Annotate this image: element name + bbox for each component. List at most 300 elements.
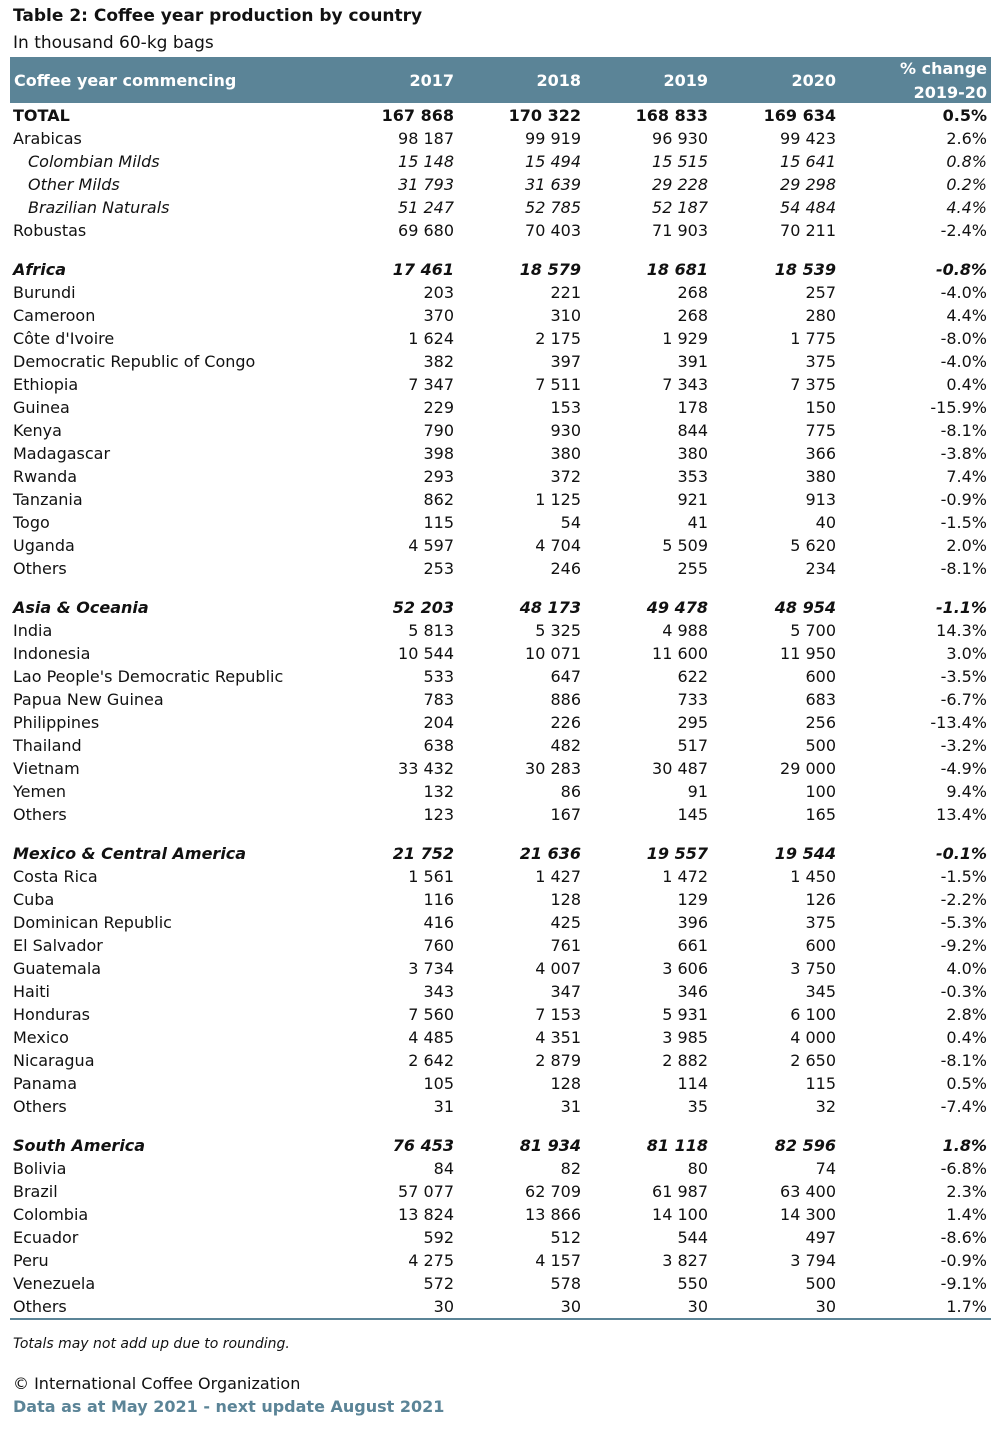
value-cell: 128 — [550, 1074, 581, 1093]
value-cell: 167 868 — [381, 106, 454, 125]
table-row — [10, 757, 991, 780]
header-year-2020: 2020 — [791, 71, 836, 90]
table-row — [10, 642, 991, 665]
value-cell: 153 — [550, 398, 581, 417]
row-label: South America — [13, 1136, 146, 1155]
value-cell: 347 — [550, 982, 581, 1001]
value-cell: 622 — [677, 667, 708, 686]
row-label: Mexico — [13, 1028, 69, 1047]
value-cell: 165 — [805, 805, 836, 824]
update-info: Data as at May 2021 - next update August 2021 — [13, 1397, 445, 1416]
table-row — [10, 350, 991, 373]
value-cell: 600 — [805, 667, 836, 686]
table-row — [10, 1095, 991, 1118]
value-cell: 396 — [677, 913, 708, 932]
row-label: Togo — [13, 513, 50, 532]
table-row — [10, 1157, 991, 1180]
table-header — [10, 57, 991, 103]
value-cell: 11 600 — [652, 644, 708, 663]
value-cell: 14 300 — [780, 1205, 836, 1224]
value-cell: 4 485 — [408, 1028, 454, 1047]
value-cell: 2 175 — [535, 329, 581, 348]
value-cell: 382 — [423, 352, 454, 371]
value-cell: 5 931 — [662, 1005, 708, 1024]
table-row — [10, 803, 991, 826]
value-cell: 18 539 — [774, 260, 836, 279]
row-label: Ecuador — [13, 1228, 79, 1247]
value-cell: 862 — [423, 490, 454, 509]
value-cell: 4 275 — [408, 1251, 454, 1270]
value-cell: 844 — [677, 421, 708, 440]
value-cell: 29 298 — [780, 175, 836, 194]
value-cell: 7 375 — [790, 375, 836, 394]
table-row — [10, 619, 991, 642]
value-cell: 32 — [815, 1097, 836, 1116]
value-cell: 310 — [550, 306, 581, 325]
value-cell: 5 325 — [535, 621, 581, 640]
pct-change-cell: -0.9% — [940, 490, 987, 509]
value-cell: 21 752 — [392, 844, 454, 863]
value-cell: 51 247 — [398, 198, 454, 217]
value-cell: 5 620 — [790, 536, 836, 555]
value-cell: 13 866 — [525, 1205, 581, 1224]
row-label: Others — [13, 805, 67, 824]
value-cell: 5 700 — [790, 621, 836, 640]
value-cell: 15 148 — [398, 152, 454, 171]
value-cell: 61 987 — [652, 1182, 708, 1201]
pct-change-cell: -15.9% — [930, 398, 987, 417]
table-row — [10, 888, 991, 911]
value-cell: 913 — [805, 490, 836, 509]
value-cell: 391 — [677, 352, 708, 371]
row-label: Rwanda — [13, 467, 78, 486]
value-cell: 2 650 — [790, 1051, 836, 1070]
pct-change-cell: 4.4% — [946, 306, 987, 325]
value-cell: 105 — [423, 1074, 454, 1093]
pct-change-cell: 3.0% — [946, 644, 987, 663]
copyright-text: © International Coffee Organization — [13, 1374, 301, 1393]
value-cell: 638 — [423, 736, 454, 755]
value-cell: 30 487 — [652, 759, 708, 778]
table-row — [10, 980, 991, 1003]
table-row — [10, 1203, 991, 1226]
pct-change-cell: -8.1% — [940, 559, 987, 578]
value-cell: 178 — [677, 398, 708, 417]
value-cell: 4 157 — [535, 1251, 581, 1270]
value-cell: 5 509 — [662, 536, 708, 555]
pct-change-cell: -9.2% — [940, 936, 987, 955]
table-row — [10, 957, 991, 980]
row-label: Panama — [13, 1074, 78, 1093]
value-cell: 500 — [805, 736, 836, 755]
value-cell: 115 — [805, 1074, 836, 1093]
value-cell: 1 929 — [662, 329, 708, 348]
pct-change-cell: -4.0% — [940, 283, 987, 302]
value-cell: 234 — [805, 559, 836, 578]
row-label: Guatemala — [13, 959, 102, 978]
pct-change-cell: -8.6% — [940, 1228, 987, 1247]
row-label: Brazil — [13, 1182, 58, 1201]
value-cell: 126 — [805, 890, 836, 909]
value-cell: 169 634 — [763, 106, 836, 125]
table-row — [10, 1026, 991, 1049]
table-row — [10, 911, 991, 934]
table-row — [10, 1072, 991, 1095]
value-cell: 145 — [677, 805, 708, 824]
value-cell: 19 557 — [646, 844, 708, 863]
pct-change-cell: 0.4% — [946, 375, 987, 394]
row-label: Uganda — [13, 536, 75, 555]
pct-change-cell: -1.1% — [935, 598, 987, 617]
row-label: Philippines — [13, 713, 100, 732]
value-cell: 30 — [815, 1297, 836, 1316]
value-cell: 500 — [805, 1274, 836, 1293]
value-cell: 4 000 — [790, 1028, 836, 1047]
value-cell: 54 484 — [780, 198, 836, 217]
row-label: Nicaragua — [13, 1051, 95, 1070]
pct-change-cell: 2.6% — [946, 129, 987, 148]
value-cell: 170 322 — [508, 106, 581, 125]
value-cell: 425 — [550, 913, 581, 932]
region-row — [10, 596, 991, 619]
table-row — [10, 327, 991, 350]
row-label: Democratic Republic of Congo — [13, 352, 256, 371]
table-bottom-rule — [10, 1318, 991, 1320]
value-cell: 21 636 — [519, 844, 581, 863]
table-row — [10, 1180, 991, 1203]
table-row — [10, 150, 991, 173]
row-label: Guinea — [13, 398, 70, 417]
table-row — [10, 1003, 991, 1026]
value-cell: 35 — [687, 1097, 708, 1116]
value-cell: 30 — [560, 1297, 581, 1316]
value-cell: 683 — [805, 690, 836, 709]
value-cell: 4 704 — [535, 536, 581, 555]
pct-change-cell: 2.8% — [946, 1005, 987, 1024]
table-row — [10, 688, 991, 711]
value-cell: 52 203 — [392, 598, 454, 617]
value-cell: 74 — [815, 1159, 836, 1178]
table-body — [10, 104, 991, 1318]
value-cell: 129 — [677, 890, 708, 909]
row-label: Costa Rica — [13, 867, 98, 886]
pct-change-cell: 4.0% — [946, 959, 987, 978]
table-row — [10, 173, 991, 196]
pct-change-cell: -2.4% — [940, 221, 987, 240]
row-label: Robustas — [13, 221, 87, 240]
row-label: Other Milds — [28, 175, 120, 194]
row-label: Peru — [13, 1251, 49, 1270]
value-cell: 15 494 — [525, 152, 581, 171]
value-cell: 416 — [423, 913, 454, 932]
pct-change-cell: -8.0% — [940, 329, 987, 348]
header-year-2017: 2017 — [409, 71, 454, 90]
pct-change-cell: -4.0% — [940, 352, 987, 371]
value-cell: 775 — [805, 421, 836, 440]
value-cell: 29 228 — [652, 175, 708, 194]
value-cell: 31 639 — [525, 175, 581, 194]
row-label: Arabicas — [13, 129, 82, 148]
value-cell: 204 — [423, 713, 454, 732]
value-cell: 76 453 — [392, 1136, 454, 1155]
value-cell: 353 — [677, 467, 708, 486]
value-cell: 7 343 — [662, 375, 708, 394]
value-cell: 229 — [423, 398, 454, 417]
row-label: El Salvador — [13, 936, 103, 955]
value-cell: 91 — [687, 782, 708, 801]
value-cell: 132 — [423, 782, 454, 801]
value-cell: 100 — [805, 782, 836, 801]
pct-change-cell: -9.1% — [940, 1274, 987, 1293]
row-label: Mexico & Central America — [13, 844, 247, 863]
value-cell: 4 351 — [535, 1028, 581, 1047]
value-cell: 30 — [433, 1297, 454, 1316]
value-cell: 550 — [677, 1274, 708, 1293]
table-row — [10, 1226, 991, 1249]
header-year-2018: 2018 — [536, 71, 581, 90]
value-cell: 246 — [550, 559, 581, 578]
value-cell: 7 560 — [408, 1005, 454, 1024]
value-cell: 13 824 — [398, 1205, 454, 1224]
row-label: Côte d'Ivoire — [13, 329, 115, 348]
value-cell: 4 007 — [535, 959, 581, 978]
value-cell: 96 930 — [652, 129, 708, 148]
header-pct-period: 2019-20 — [913, 83, 987, 102]
value-cell: 31 — [433, 1097, 454, 1116]
table-row — [10, 711, 991, 734]
row-label: Yemen — [13, 782, 67, 801]
value-cell: 15 515 — [652, 152, 708, 171]
table-row — [10, 304, 991, 327]
value-cell: 30 — [687, 1297, 708, 1316]
value-cell: 293 — [423, 467, 454, 486]
value-cell: 783 — [423, 690, 454, 709]
value-cell: 397 — [550, 352, 581, 371]
value-cell: 123 — [423, 805, 454, 824]
value-cell: 572 — [423, 1274, 454, 1293]
value-cell: 63 400 — [780, 1182, 836, 1201]
value-cell: 592 — [423, 1228, 454, 1247]
value-cell: 18 681 — [646, 260, 708, 279]
value-cell: 5 813 — [408, 621, 454, 640]
row-label: Africa — [13, 260, 66, 279]
value-cell: 1 125 — [535, 490, 581, 509]
value-cell: 497 — [805, 1228, 836, 1247]
value-cell: 517 — [677, 736, 708, 755]
pct-change-cell: 7.4% — [946, 467, 987, 486]
value-cell: 41 — [687, 513, 708, 532]
value-cell: 661 — [677, 936, 708, 955]
row-label: Lao People's Democratic Republic — [13, 667, 284, 686]
value-cell: 69 680 — [398, 221, 454, 240]
value-cell: 482 — [550, 736, 581, 755]
value-cell: 31 793 — [398, 175, 454, 194]
value-cell: 268 — [677, 283, 708, 302]
value-cell: 1 775 — [790, 329, 836, 348]
value-cell: 70 211 — [780, 221, 836, 240]
value-cell: 62 709 — [525, 1182, 581, 1201]
value-cell: 268 — [677, 306, 708, 325]
value-cell: 257 — [805, 283, 836, 302]
pct-change-cell: -4.9% — [940, 759, 987, 778]
value-cell: 116 — [423, 890, 454, 909]
value-cell: 366 — [805, 444, 836, 463]
value-cell: 99 423 — [780, 129, 836, 148]
row-label: Vietnam — [13, 759, 80, 778]
value-cell: 19 544 — [774, 844, 836, 863]
value-cell: 921 — [677, 490, 708, 509]
row-label: TOTAL — [13, 106, 70, 125]
table-row — [10, 127, 991, 150]
value-cell: 52 785 — [525, 198, 581, 217]
pct-change-cell: 2.3% — [946, 1182, 987, 1201]
value-cell: 544 — [677, 1228, 708, 1247]
value-cell: 18 579 — [519, 260, 581, 279]
value-cell: 2 642 — [408, 1051, 454, 1070]
value-cell: 930 — [550, 421, 581, 440]
value-cell: 168 833 — [635, 106, 708, 125]
value-cell: 115 — [423, 513, 454, 532]
row-label: Asia & Oceania — [13, 598, 149, 617]
row-label: Dominican Republic — [13, 913, 172, 932]
table-subtitle: In thousand 60-kg bags — [13, 33, 214, 53]
value-cell: 48 173 — [519, 598, 581, 617]
value-cell: 226 — [550, 713, 581, 732]
value-cell: 84 — [433, 1159, 454, 1178]
value-cell: 3 750 — [790, 959, 836, 978]
value-cell: 1 450 — [790, 867, 836, 886]
row-label: Kenya — [13, 421, 62, 440]
table-row — [10, 419, 991, 442]
table-row — [10, 865, 991, 888]
pct-change-cell: 9.4% — [946, 782, 987, 801]
value-cell: 380 — [550, 444, 581, 463]
pct-change-cell: -0.8% — [935, 260, 987, 279]
value-cell: 1 472 — [662, 867, 708, 886]
pct-change-cell: 0.5% — [942, 106, 987, 125]
value-cell: 10 544 — [398, 644, 454, 663]
value-cell: 733 — [677, 690, 708, 709]
row-label: Thailand — [13, 736, 82, 755]
table-row — [10, 281, 991, 304]
value-cell: 99 919 — [525, 129, 581, 148]
pct-change-cell: 1.8% — [942, 1136, 987, 1155]
value-cell: 372 — [550, 467, 581, 486]
pct-change-cell: -6.8% — [940, 1159, 987, 1178]
value-cell: 71 903 — [652, 221, 708, 240]
table-row — [10, 104, 991, 127]
value-cell: 52 187 — [652, 198, 708, 217]
row-label: Haiti — [13, 982, 50, 1001]
value-cell: 600 — [805, 936, 836, 955]
value-cell: 7 511 — [535, 375, 581, 394]
table-row — [10, 488, 991, 511]
table-row — [10, 1249, 991, 1272]
value-cell: 30 283 — [525, 759, 581, 778]
value-cell: 578 — [550, 1274, 581, 1293]
value-cell: 7 347 — [408, 375, 454, 394]
region-row — [10, 842, 991, 865]
table-row — [10, 734, 991, 757]
pct-change-cell: -3.2% — [940, 736, 987, 755]
pct-change-cell: -5.3% — [940, 913, 987, 932]
table-row — [10, 934, 991, 957]
value-cell: 2 879 — [535, 1051, 581, 1070]
row-label: Bolivia — [13, 1159, 67, 1178]
pct-change-cell: 13.4% — [936, 805, 987, 824]
pct-change-cell: 0.4% — [946, 1028, 987, 1047]
value-cell: 15 641 — [780, 152, 836, 171]
pct-change-cell: 0.2% — [946, 175, 987, 194]
value-cell: 48 954 — [774, 598, 836, 617]
value-cell: 1 427 — [535, 867, 581, 886]
value-cell: 29 000 — [780, 759, 836, 778]
row-label: Papua New Guinea — [13, 690, 164, 709]
table-row — [10, 442, 991, 465]
value-cell: 7 153 — [535, 1005, 581, 1024]
value-cell: 54 — [560, 513, 581, 532]
value-cell: 167 — [550, 805, 581, 824]
pct-change-cell: -6.7% — [940, 690, 987, 709]
value-cell: 345 — [805, 982, 836, 1001]
value-cell: 4 597 — [408, 536, 454, 555]
value-cell: 70 403 — [525, 221, 581, 240]
pct-change-cell: -0.3% — [940, 982, 987, 1001]
value-cell: 346 — [677, 982, 708, 1001]
row-label: Colombian Milds — [28, 152, 160, 171]
table-row — [10, 780, 991, 803]
value-cell: 150 — [805, 398, 836, 417]
value-cell: 221 — [550, 283, 581, 302]
row-label: Burundi — [13, 283, 76, 302]
row-label: Cameroon — [13, 306, 96, 325]
value-cell: 3 794 — [790, 1251, 836, 1270]
value-cell: 533 — [423, 667, 454, 686]
row-label: Others — [13, 1297, 67, 1316]
value-cell: 33 432 — [398, 759, 454, 778]
value-cell: 80 — [687, 1159, 708, 1178]
value-cell: 380 — [677, 444, 708, 463]
row-label: Cuba — [13, 890, 55, 909]
value-cell: 375 — [805, 352, 836, 371]
row-label: Brazilian Naturals — [28, 198, 170, 217]
value-cell: 3 734 — [408, 959, 454, 978]
row-label: Colombia — [13, 1205, 89, 1224]
value-cell: 114 — [677, 1074, 708, 1093]
table-row — [10, 1049, 991, 1072]
pct-change-cell: -7.4% — [940, 1097, 987, 1116]
value-cell: 82 — [560, 1159, 581, 1178]
value-cell: 295 — [677, 713, 708, 732]
table-title: Table 2: Coffee year production by country — [13, 6, 423, 26]
pct-change-cell: 14.3% — [936, 621, 987, 640]
value-cell: 647 — [550, 667, 581, 686]
table-row — [10, 534, 991, 557]
table-row — [10, 373, 991, 396]
table-row — [10, 665, 991, 688]
header-pct-change: % change — [900, 59, 987, 78]
header-label: Coffee year commencing — [14, 71, 237, 90]
value-cell: 253 — [423, 559, 454, 578]
pct-change-cell: -3.5% — [940, 667, 987, 686]
table-row — [10, 1272, 991, 1295]
value-cell: 3 827 — [662, 1251, 708, 1270]
value-cell: 57 077 — [398, 1182, 454, 1201]
value-cell: 14 100 — [652, 1205, 708, 1224]
value-cell: 98 187 — [398, 129, 454, 148]
table-row — [10, 219, 991, 242]
value-cell: 3 606 — [662, 959, 708, 978]
